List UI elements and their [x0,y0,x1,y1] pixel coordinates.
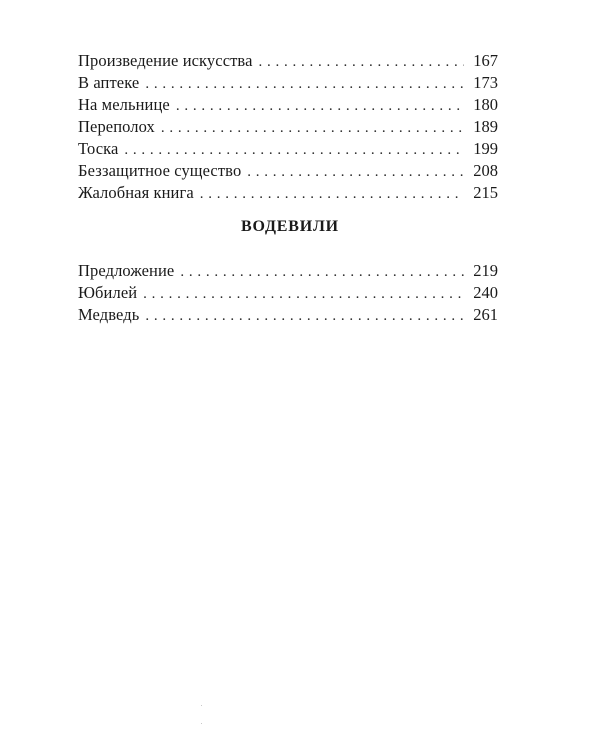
section-heading: ВОДЕВИЛИ [241,218,339,235]
entry-title: В аптеке [78,73,140,92]
entry-page-number: 240 [473,283,498,302]
entry-title: На мельнице [78,95,170,114]
entry-page-number: 199 [473,139,498,158]
entry-page-number: 261 [473,305,498,324]
contents-entry [78,260,498,282]
entry-page-number: 189 [473,117,498,136]
dot-leader [180,261,464,283]
dot-leader [124,139,464,161]
contents-entry [78,282,498,304]
contents-entry [78,138,498,160]
entry-title: Юбилей [78,283,138,302]
contents-entry [78,182,498,204]
contents-list-stories [78,50,498,204]
dot-leader [143,283,464,305]
entry-title: Тоска [78,139,119,158]
contents-entry [78,50,498,72]
dot-leader [145,73,464,95]
entry-title: Произведение искусства [78,51,253,70]
entry-page-number: 173 [473,73,498,92]
dot-leader [259,51,464,73]
entry-title: Медведь [78,305,140,324]
contents-entry [78,160,498,182]
contents-entry [78,116,498,138]
entry-title: Беззащитное существо [78,161,242,180]
entry-title: Переполох [78,117,155,136]
entry-page-number: 167 [473,51,498,70]
entry-page-number: 215 [473,183,498,202]
entry-page-number: 208 [473,161,498,180]
dot-leader [145,305,464,327]
contents-entry [78,94,498,116]
dot-leader [200,183,464,205]
dot-leader [176,95,464,117]
contents-entry [78,304,498,326]
dot-leader [161,117,464,139]
entry-title: Жалобная книга [78,183,194,202]
contents-entry [78,72,498,94]
dot-leader [247,161,464,183]
contents-list-vaudevilles [78,260,498,326]
print-speck [201,693,211,695]
entry-title: Предложение [78,261,175,280]
entry-page-number: 219 [473,261,498,280]
entry-page-number: 180 [473,95,498,114]
